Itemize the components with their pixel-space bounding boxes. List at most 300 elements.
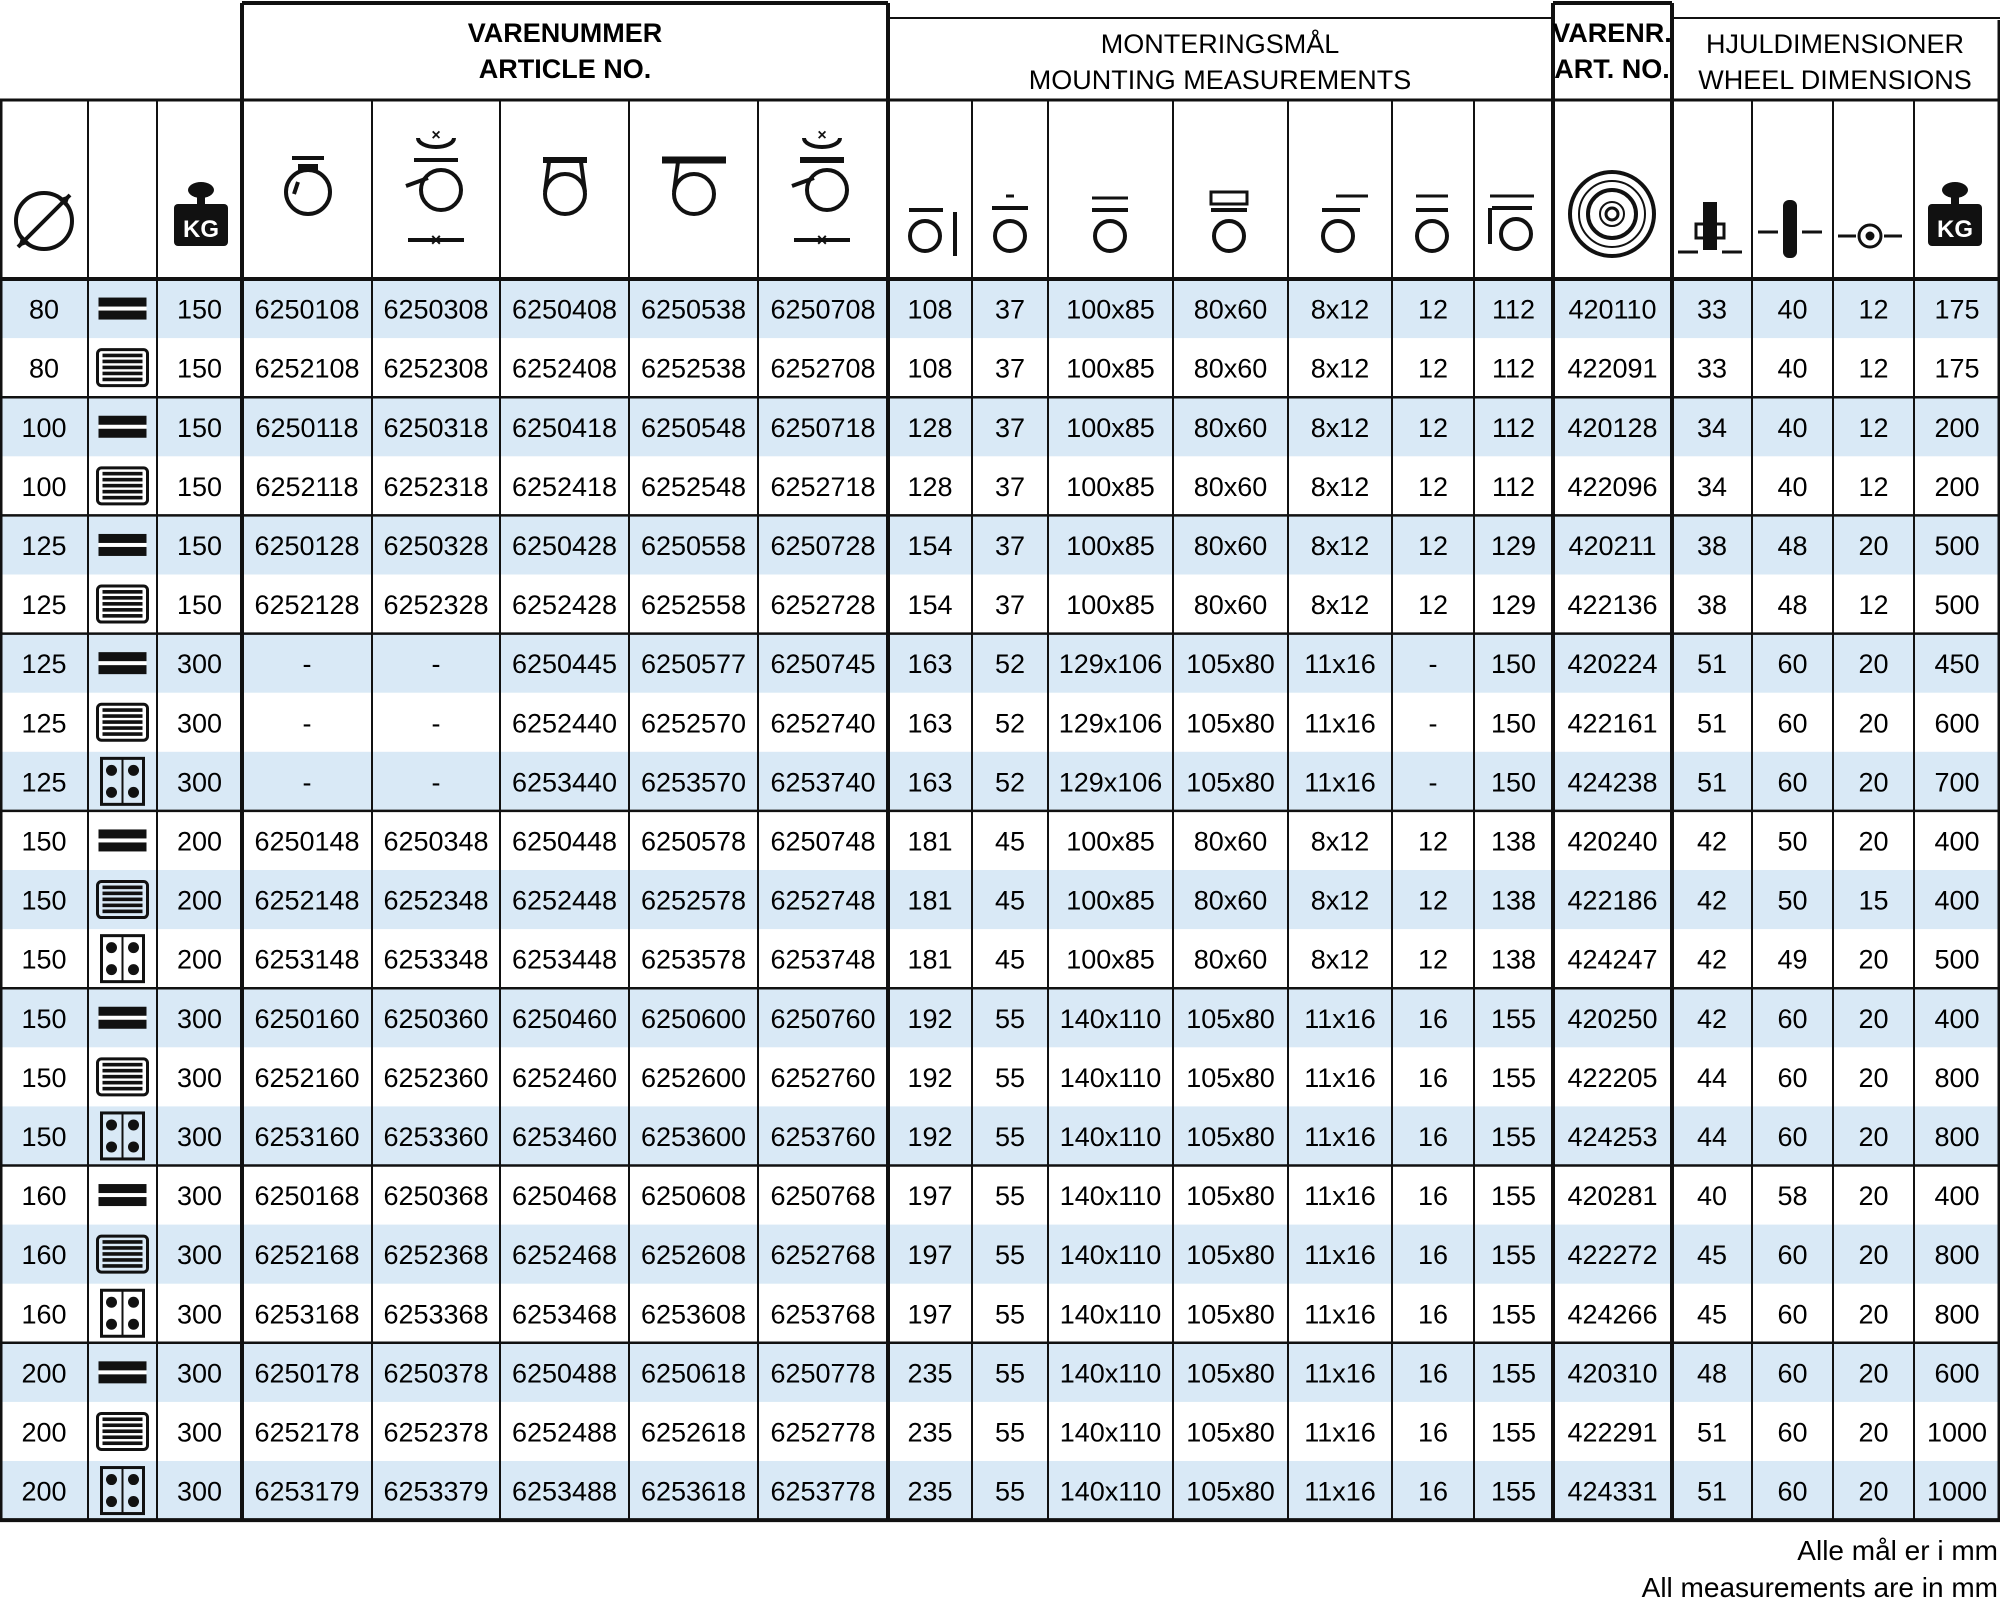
cell-art-fixed-plate: 6250577 [640, 649, 747, 680]
fixed-castor-plate-icon [662, 160, 726, 214]
cell-art-swivel: - [302, 649, 312, 680]
cell-height: 128 [907, 412, 953, 443]
cell-art-swivel: 6252148 [254, 885, 360, 916]
cell-art-swivel: 6250108 [254, 294, 360, 325]
cell-load: 300 [176, 649, 223, 680]
cell-art-total-lock: 6250745 [770, 649, 876, 680]
hole-spacing-icon [1211, 192, 1247, 251]
cell-bore-diameter: 20 [1858, 1003, 1889, 1034]
cell-load: 200 [176, 885, 223, 916]
cell-bolt-diameter: 12 [1417, 412, 1449, 443]
cell-art-fixed: 6250445 [511, 649, 618, 680]
cell-bolt-hole: 8x12 [1310, 885, 1370, 916]
cell-offset: 37 [994, 530, 1026, 561]
five-stripe-tread-icon [98, 468, 148, 504]
table-row [21, 1290, 1979, 1336]
cell-hub-length: 40 [1777, 353, 1808, 384]
table-row [21, 826, 1979, 856]
cell-bore-diameter: 20 [1858, 1358, 1889, 1389]
cell-bolt-hole: 8x12 [1310, 412, 1370, 443]
cell-bore-diameter: 20 [1858, 767, 1889, 798]
cell-art-fixed-plate: 6252608 [640, 1240, 747, 1271]
cell-hole-spacing: 80x60 [1193, 885, 1268, 916]
cell-plate-size: 100x85 [1066, 944, 1155, 975]
cell-bolt-hole: 11x16 [1304, 1003, 1376, 1034]
cell-art-fixed: 6252418 [511, 471, 618, 502]
cell-art-swivel-brake: 6253360 [383, 1121, 489, 1152]
cell-art-total-lock: 6253778 [770, 1476, 876, 1507]
cell-art-fixed-plate: 6253600 [640, 1121, 747, 1152]
plate-size-icon [1092, 198, 1128, 251]
cell-wheel-art: 424331 [1567, 1476, 1658, 1507]
five-stripe-tread-icon [98, 350, 148, 386]
cell-offset: 55 [994, 1476, 1026, 1507]
cell-bolt-diameter: 12 [1417, 590, 1449, 621]
cell-art-fixed: 6250448 [511, 826, 618, 857]
cell-bolt-hole: 11x16 [1304, 1417, 1376, 1448]
cell-offset: 52 [994, 649, 1026, 680]
cell-load: 300 [176, 708, 223, 739]
cell-hub-length: 60 [1777, 1299, 1808, 1330]
cell-swivel-radius: 129 [1490, 530, 1537, 561]
cell-wheel-load: 400 [1934, 1003, 1980, 1034]
cell-art-fixed: 6250408 [511, 294, 618, 325]
cell-plate-size: 100x85 [1066, 590, 1155, 621]
cell-load: 300 [176, 1003, 223, 1034]
two-stripe-tread-icon [99, 1007, 147, 1029]
cell-height: 154 [907, 590, 953, 621]
cell-hole-spacing: 105x80 [1186, 1299, 1275, 1330]
cell-bolt-hole: 11x16 [1304, 1299, 1376, 1330]
five-stripe-tread-icon [98, 882, 148, 918]
cell-offset: 55 [994, 1121, 1026, 1152]
cell-hole-spacing: 105x80 [1186, 1417, 1275, 1448]
cell-bolt-diameter: 12 [1417, 885, 1449, 916]
cell-diameter: 150 [21, 1121, 67, 1152]
cell-load: 150 [176, 530, 223, 561]
cell-load: 300 [176, 1121, 223, 1152]
cell-hole-spacing: 105x80 [1186, 767, 1275, 798]
cell-art-fixed-plate: 6253608 [640, 1299, 747, 1330]
cell-tread-width: 42 [1696, 826, 1728, 857]
cell-bolt-hole: 11x16 [1304, 1476, 1376, 1507]
cell-art-fixed: 6252428 [511, 590, 618, 621]
cell-bolt-hole: 8x12 [1310, 294, 1370, 325]
cell-hole-spacing: 105x80 [1186, 1181, 1275, 1212]
cell-bolt-diameter: 12 [1417, 294, 1449, 325]
cell-wheel-load: 600 [1934, 708, 1980, 739]
cell-wheel-load: 400 [1934, 1181, 1980, 1212]
cell-load: 150 [176, 590, 223, 621]
cell-diameter: 150 [21, 885, 67, 916]
cell-art-fixed-plate: 6253618 [640, 1476, 747, 1507]
cell-height: 197 [907, 1240, 953, 1271]
cell-wheel-load: 500 [1934, 590, 1980, 621]
table-row [21, 1181, 1979, 1211]
wheel-dims-header-line1: HJULDIMENSIONER [1705, 29, 1965, 59]
cell-wheel-art: 420110 [1568, 294, 1657, 325]
cell-bolt-diameter: 16 [1417, 1417, 1449, 1448]
cell-art-swivel-brake: - [431, 767, 441, 798]
cell-bolt-diameter: 16 [1417, 1003, 1449, 1034]
cell-hub-length: 48 [1777, 530, 1808, 561]
cell-wheel-art: 420310 [1567, 1358, 1658, 1389]
cell-bolt-diameter: - [1428, 767, 1438, 798]
cell-swivel-radius: 155 [1490, 1299, 1537, 1330]
cell-tread-width: 42 [1696, 885, 1728, 916]
cell-plate-size: 140x110 [1059, 1358, 1162, 1389]
bolt-diameter-icon [1416, 196, 1448, 251]
cell-hole-spacing: 105x80 [1186, 1240, 1275, 1271]
cell-plate-size: 140x110 [1059, 1003, 1162, 1034]
cell-plate-size: 140x110 [1059, 1299, 1162, 1330]
cell-wheel-load: 700 [1934, 767, 1980, 798]
cell-wheel-load: 200 [1934, 471, 1980, 502]
cell-height: 181 [907, 826, 953, 857]
cell-wheel-load: 800 [1934, 1299, 1980, 1330]
cell-art-swivel: 6250178 [254, 1358, 360, 1389]
cell-hole-spacing: 105x80 [1186, 1062, 1275, 1093]
cell-diameter: 150 [21, 1062, 67, 1093]
cell-hole-spacing: 80x60 [1193, 590, 1268, 621]
cell-load: 300 [176, 1062, 223, 1093]
wheel-dims-header-line2: WHEEL DIMENSIONS [1698, 65, 1972, 95]
cell-wheel-art: 422096 [1567, 471, 1658, 502]
cell-bolt-diameter: 12 [1417, 353, 1449, 384]
cell-bolt-diameter: 12 [1417, 826, 1449, 857]
cell-art-swivel-brake: - [431, 708, 441, 739]
cell-bolt-diameter: 16 [1417, 1240, 1449, 1271]
cell-offset: 55 [994, 1358, 1026, 1389]
cell-art-swivel-brake: 6252360 [383, 1062, 489, 1093]
cell-art-fixed-plate: 6250548 [640, 412, 747, 443]
cell-bore-diameter: 20 [1858, 1121, 1889, 1152]
cell-tread-width: 51 [1696, 1417, 1728, 1448]
cell-plate-size: 100x85 [1066, 885, 1155, 916]
cell-plate-size: 100x85 [1066, 826, 1155, 857]
cell-hub-length: 40 [1777, 294, 1808, 325]
table-row [21, 586, 1979, 622]
cell-bolt-diameter: 12 [1417, 944, 1449, 975]
cell-wheel-load: 400 [1934, 885, 1980, 916]
cell-swivel-radius: 129 [1490, 590, 1537, 621]
cell-art-total-lock: 6250718 [770, 412, 876, 443]
cell-height: 192 [907, 1121, 953, 1152]
cell-bolt-hole: 8x12 [1310, 530, 1370, 561]
cell-bore-diameter: 15 [1858, 885, 1889, 916]
cell-diameter: 100 [21, 412, 67, 443]
cell-art-swivel: 6253160 [254, 1121, 360, 1152]
cell-diameter: 200 [21, 1476, 67, 1507]
cell-diameter: 160 [21, 1181, 67, 1212]
swivel-radius-icon [1490, 196, 1534, 249]
cell-bore-diameter: 20 [1858, 649, 1889, 680]
cell-art-fixed: 6250460 [511, 1003, 618, 1034]
cell-plate-size: 100x85 [1066, 471, 1155, 502]
cell-art-fixed: 6253468 [511, 1299, 618, 1330]
svg-text:×: × [816, 230, 828, 250]
cell-art-total-lock: 6253740 [770, 767, 876, 798]
cell-wheel-art: 422091 [1567, 353, 1658, 384]
cell-art-swivel-brake: 6250348 [383, 826, 489, 857]
cell-hub-length: 60 [1777, 1476, 1808, 1507]
cell-hub-length: 50 [1777, 826, 1808, 857]
cell-art-swivel-brake: 6252348 [383, 885, 489, 916]
cell-tread-width: 33 [1696, 353, 1728, 384]
cell-art-total-lock: 6253760 [770, 1121, 876, 1152]
cell-height: 108 [907, 353, 953, 384]
height-icon [909, 210, 955, 256]
two-stripe-tread-icon [99, 829, 147, 851]
cell-art-fixed: 6250468 [511, 1181, 618, 1212]
table-row [29, 350, 1980, 386]
cell-bolt-diameter: 16 [1417, 1121, 1449, 1152]
cell-hub-length: 49 [1777, 944, 1808, 975]
cell-wheel-art: 420240 [1567, 826, 1658, 857]
cell-wheel-art: 420224 [1567, 649, 1658, 680]
cell-art-swivel-brake: 6253348 [383, 944, 489, 975]
cell-diameter: 150 [21, 944, 67, 975]
cell-swivel-radius: 155 [1490, 1417, 1537, 1448]
cell-bolt-diameter: 16 [1417, 1476, 1449, 1507]
cell-hub-length: 60 [1777, 1417, 1808, 1448]
cell-diameter: 160 [21, 1240, 67, 1271]
cell-wheel-load: 400 [1934, 826, 1980, 857]
cell-swivel-radius: 155 [1490, 1358, 1537, 1389]
cell-wheel-art: 424253 [1567, 1121, 1658, 1152]
cell-art-swivel: 6252128 [254, 590, 360, 621]
cell-tread-width: 44 [1696, 1062, 1728, 1093]
cell-hub-length: 60 [1777, 1240, 1808, 1271]
hub-length-icon [1758, 200, 1822, 258]
offset-icon [992, 196, 1028, 251]
two-stripe-tread-icon [99, 298, 147, 320]
cell-bolt-hole: 11x16 [1304, 1358, 1376, 1389]
cell-wheel-art: 422291 [1567, 1417, 1658, 1448]
cell-diameter: 125 [21, 530, 67, 561]
cell-swivel-radius: 138 [1490, 826, 1537, 857]
cell-swivel-radius: 138 [1490, 885, 1537, 916]
cell-swivel-radius: 155 [1490, 1121, 1537, 1152]
cell-bolt-diameter: 16 [1417, 1299, 1449, 1330]
cell-wheel-art: 422136 [1567, 590, 1658, 621]
cell-bolt-hole: 11x16 [1304, 1062, 1376, 1093]
footer-note-line1: Alle mål er i mm [1797, 1535, 1998, 1566]
cell-tread-width: 51 [1696, 1476, 1728, 1507]
cell-wheel-art: 420250 [1567, 1003, 1658, 1034]
cell-art-swivel-brake: 6250368 [383, 1181, 489, 1212]
cell-swivel-radius: 155 [1490, 1181, 1537, 1212]
cell-bore-diameter: 20 [1858, 1299, 1889, 1330]
wheel-load-kg-label: KG [1937, 216, 1973, 243]
cell-tread-width: 51 [1696, 767, 1728, 798]
cell-diameter: 200 [21, 1358, 67, 1389]
cell-hub-length: 40 [1777, 471, 1808, 502]
cell-offset: 52 [994, 767, 1026, 798]
svg-text:×: × [431, 127, 441, 144]
cell-diameter: 160 [21, 1299, 67, 1330]
cell-offset: 55 [994, 1299, 1026, 1330]
cell-art-swivel-brake: 6250308 [383, 294, 489, 325]
cell-wheel-art: 424238 [1567, 767, 1658, 798]
cell-art-total-lock: 6250760 [770, 1003, 876, 1034]
cell-wheel-load: 800 [1934, 1121, 1980, 1152]
cell-art-fixed-plate: 6250538 [640, 294, 747, 325]
cell-hub-length: 60 [1777, 1358, 1808, 1389]
cell-bolt-diameter: - [1428, 708, 1438, 739]
cell-art-fixed-plate: 6250618 [640, 1358, 747, 1389]
two-stripe-tread-icon [99, 1361, 147, 1383]
cell-art-fixed: 6253488 [511, 1476, 618, 1507]
cell-wheel-art: 422186 [1567, 885, 1658, 916]
cell-wheel-load: 500 [1934, 530, 1980, 561]
cell-offset: 55 [994, 1240, 1026, 1271]
cell-plate-size: 129x106 [1058, 767, 1163, 798]
cell-bore-diameter: 20 [1858, 1417, 1889, 1448]
cell-load: 150 [176, 353, 223, 384]
two-stripe-tread-icon [99, 652, 147, 674]
cell-swivel-radius: 155 [1490, 1003, 1537, 1034]
cell-bore-diameter: 20 [1858, 530, 1889, 561]
cell-wheel-load: 1000 [1926, 1476, 1988, 1507]
cell-art-swivel: 6250118 [255, 412, 359, 443]
cell-art-fixed-plate: 6252558 [640, 590, 747, 621]
cell-hub-length: 60 [1777, 1003, 1808, 1034]
cell-hole-spacing: 105x80 [1186, 708, 1275, 739]
cell-diameter: 125 [21, 767, 67, 798]
cell-load: 300 [176, 1417, 223, 1448]
cell-wheel-art: 422272 [1567, 1240, 1658, 1271]
cell-art-fixed-plate: 6250578 [640, 826, 747, 857]
cell-art-fixed-plate: 6252618 [640, 1417, 747, 1448]
cell-art-swivel-brake: 6252328 [383, 590, 489, 621]
cell-wheel-load: 500 [1934, 944, 1980, 975]
cell-art-swivel-brake: 6250328 [383, 530, 489, 561]
two-stripe-tread-icon [99, 534, 147, 556]
cell-art-total-lock: 6252768 [770, 1240, 876, 1271]
table-row [21, 704, 1979, 740]
cell-plate-size: 140x110 [1059, 1240, 1162, 1271]
cell-swivel-radius: 155 [1490, 1240, 1537, 1271]
cell-art-total-lock: 6252728 [770, 590, 876, 621]
tread-width-icon [1678, 202, 1742, 252]
cell-art-total-lock: 6250708 [770, 294, 876, 325]
cell-swivel-radius: 150 [1490, 708, 1537, 739]
cell-plate-size: 140x110 [1059, 1062, 1162, 1093]
cell-diameter: 80 [28, 294, 60, 325]
cell-art-fixed-plate: 6252548 [640, 471, 747, 502]
cell-bore-diameter: 12 [1858, 412, 1889, 443]
dotted-tread-icon [102, 1290, 144, 1336]
two-stripe-tread-icon [99, 416, 147, 438]
cell-hub-length: 40 [1777, 412, 1808, 443]
cell-art-total-lock: 6250768 [770, 1181, 876, 1212]
cell-wheel-art: 420281 [1567, 1181, 1658, 1212]
cell-offset: 45 [994, 885, 1026, 916]
cell-diameter: 200 [21, 1417, 67, 1448]
cell-art-fixed-plate: 6252538 [640, 353, 747, 384]
cell-height: 192 [907, 1062, 953, 1093]
cell-art-fixed-plate: 6253570 [640, 767, 747, 798]
cell-art-swivel-brake: 6250360 [383, 1003, 489, 1034]
load-weight-icon [174, 182, 228, 246]
cell-art-total-lock: 6253768 [770, 1299, 876, 1330]
cell-hole-spacing: 105x80 [1186, 1003, 1275, 1034]
cell-bore-diameter: 12 [1858, 294, 1889, 325]
cell-load: 300 [176, 1476, 223, 1507]
cell-bolt-diameter: 16 [1417, 1358, 1449, 1389]
cell-plate-size: 100x85 [1066, 530, 1155, 561]
cell-hole-spacing: 105x80 [1186, 1121, 1275, 1152]
cell-art-fixed-plate: 6252600 [640, 1062, 747, 1093]
cell-art-total-lock: 6252778 [770, 1417, 876, 1448]
cell-plate-size: 100x85 [1066, 412, 1155, 443]
cell-art-total-lock: 6253748 [770, 944, 876, 975]
cell-height: 197 [907, 1299, 953, 1330]
cell-art-swivel: - [302, 708, 312, 739]
cell-art-swivel-brake: 6252318 [383, 471, 489, 502]
cell-hub-length: 60 [1777, 767, 1808, 798]
cell-plate-size: 140x110 [1059, 1121, 1162, 1152]
cell-height: 235 [907, 1417, 953, 1448]
cell-bolt-hole: 8x12 [1310, 590, 1370, 621]
cell-load: 300 [176, 1181, 223, 1212]
svg-text:×: × [430, 230, 442, 250]
cell-swivel-radius: 112 [1491, 294, 1536, 325]
cell-art-swivel: 6250160 [254, 1003, 360, 1034]
cell-bolt-hole: 11x16 [1304, 1240, 1376, 1271]
cell-art-swivel: 6250128 [254, 530, 360, 561]
cell-bore-diameter: 20 [1858, 708, 1889, 739]
cell-tread-width: 45 [1696, 1240, 1728, 1271]
cell-plate-size: 140x110 [1059, 1417, 1162, 1448]
cell-wheel-art: 422205 [1567, 1062, 1658, 1093]
load-weight-kg-label: KG [183, 216, 219, 243]
cell-height: 163 [907, 649, 953, 680]
cell-wheel-art: 420211 [1568, 530, 1657, 561]
cell-hole-spacing: 105x80 [1186, 1358, 1275, 1389]
cell-load: 300 [176, 1240, 223, 1271]
cell-hub-length: 60 [1777, 649, 1808, 680]
swivel-castor-icon [286, 158, 330, 214]
cell-tread-width: 42 [1696, 1003, 1728, 1034]
cell-wheel-load: 175 [1934, 294, 1980, 325]
cell-wheel-load: 600 [1934, 1358, 1980, 1389]
cell-hub-length: 58 [1777, 1181, 1808, 1212]
cell-offset: 37 [994, 471, 1026, 502]
cell-diameter: 150 [21, 826, 67, 857]
cell-swivel-radius: 138 [1490, 944, 1537, 975]
cell-hole-spacing: 80x60 [1193, 353, 1268, 384]
cell-hub-length: 60 [1777, 708, 1808, 739]
cell-hole-spacing: 105x80 [1186, 649, 1275, 680]
cell-plate-size: 129x106 [1058, 649, 1163, 680]
cell-wheel-load: 1000 [1926, 1417, 1988, 1448]
cell-art-fixed-plate: 6252578 [640, 885, 747, 916]
cell-art-fixed: 6252408 [511, 353, 618, 384]
cell-load: 300 [176, 767, 223, 798]
cell-art-swivel-brake: 6253379 [383, 1476, 489, 1507]
cell-art-fixed-plate: 6252570 [640, 708, 747, 739]
cell-art-fixed: 6250488 [511, 1358, 618, 1389]
cell-art-swivel-brake: 6250378 [383, 1358, 489, 1389]
cell-tread-width: 44 [1696, 1121, 1728, 1152]
cell-wheel-load: 800 [1934, 1240, 1980, 1271]
cell-offset: 45 [994, 826, 1026, 857]
fixed-castor-icon [543, 160, 587, 214]
cell-hole-spacing: 80x60 [1193, 944, 1268, 975]
cell-art-swivel: 6253179 [254, 1476, 360, 1507]
